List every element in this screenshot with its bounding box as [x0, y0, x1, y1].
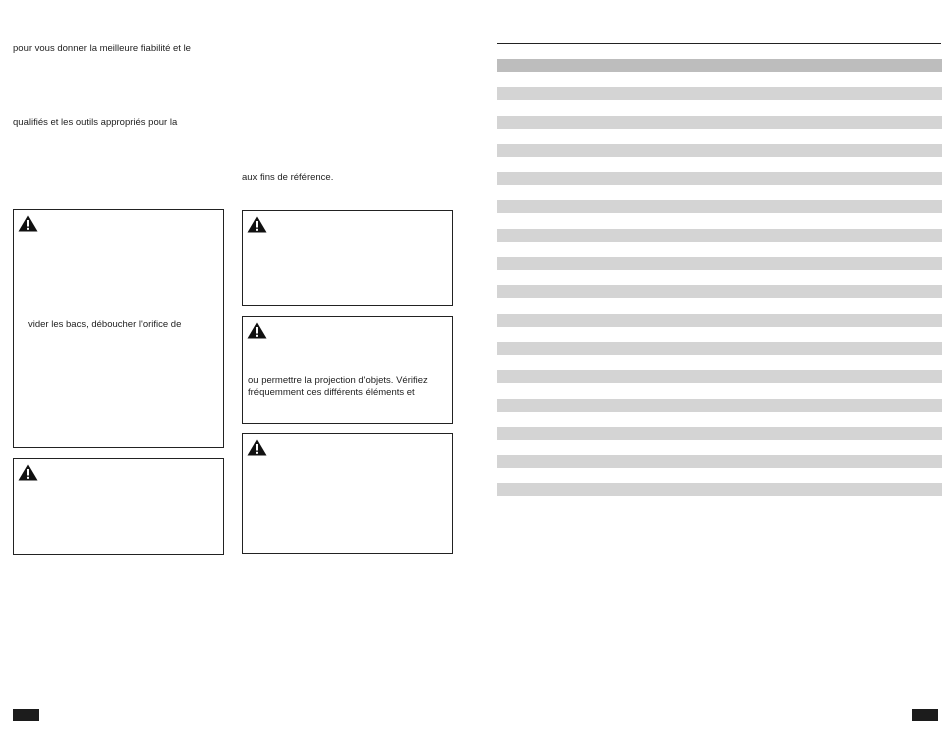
table-row [497, 172, 942, 185]
intro-text-line-2: qualifiés et les outils appropriés pour la [13, 117, 178, 128]
table-top-rule [497, 43, 941, 44]
warning-box-5 [242, 433, 453, 554]
table-row [497, 370, 942, 383]
warning-box-2 [13, 458, 224, 555]
warning-text: vider les bacs, déboucher l'orifice de [28, 319, 182, 330]
warning-text-line-2: fréquemment ces différents éléments et [248, 387, 415, 398]
reference-text: aux fins de référence. [242, 172, 334, 183]
table-row [497, 116, 942, 129]
page-number-tab-left [13, 709, 39, 721]
table-row [497, 483, 942, 496]
page-number-tab-right [912, 709, 938, 721]
warning-triangle-icon [18, 464, 38, 481]
warning-triangle-icon [247, 216, 267, 233]
table-row [497, 314, 942, 327]
warning-triangle-icon [247, 322, 267, 339]
table-row [497, 285, 942, 298]
warning-box-1 [13, 209, 224, 448]
table-row [497, 257, 942, 270]
table-row [497, 144, 942, 157]
table-row [497, 427, 942, 440]
table-row [497, 399, 942, 412]
warning-triangle-icon [247, 439, 267, 456]
table-row [497, 455, 942, 468]
table-row [497, 200, 942, 213]
table-header-row [497, 59, 942, 72]
warning-triangle-icon [18, 215, 38, 232]
table-row [497, 342, 942, 355]
warning-box-3 [242, 210, 453, 306]
warning-text-line-1: ou permettre la projection d'objets. Vérifiez [248, 375, 428, 386]
warning-box-4 [242, 316, 453, 424]
table-row [497, 229, 942, 242]
maintenance-table [497, 59, 942, 512]
intro-text-line-1: pour vous donner la meilleure fiabilité et le [13, 43, 191, 54]
table-row [497, 87, 942, 100]
